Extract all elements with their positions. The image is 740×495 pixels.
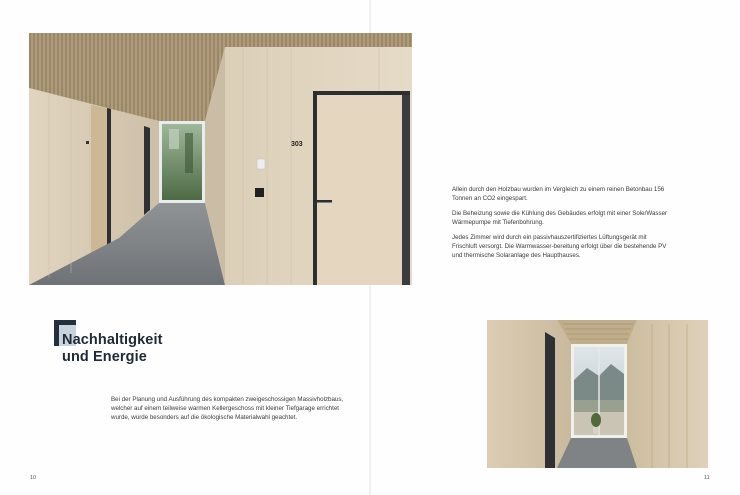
section-title-line2: und Energie bbox=[62, 348, 147, 365]
section-title bbox=[62, 332, 163, 365]
page-number-left: 10 bbox=[30, 475, 37, 481]
section-title-line1: Nachhaltigkeit bbox=[62, 332, 163, 348]
paragraph-co2: Allein durch den Holzbau wurden im Vergleich zu einem reinen Betonbau 156 Tonnen an CO2 eingespart. bbox=[452, 186, 665, 202]
corridor-photo bbox=[29, 33, 412, 285]
section-body-text: Bei der Planung und Ausführung des kompakten zweigeschossigen Massivholzbaus, welcher auf einem teilweise warmen Kellergeschoss mit kleiner Tiefgarage errichtet wurde, wurde besonders auf die ökologische Materialwahl geachtet. bbox=[111, 396, 344, 421]
right-column-text bbox=[452, 186, 672, 268]
room-number-303: 303 bbox=[291, 141, 303, 148]
room-window-photo bbox=[487, 320, 708, 468]
paragraph-ventilation: Jedes Zimmer wird durch ein passivhauszertifiziertes Lüftungsgerät mit Frischluft versorgt. Die Warmwasser-bereitung erfolgt über die bestehende PV und thermische Solaranlage des Haupthauses. bbox=[452, 234, 667, 260]
page-number-right: 11 bbox=[704, 475, 710, 481]
paragraph-heating: Die Beheizung sowie die Kühlung des Gebäudes erfolgt mit einer Sole/Wasser Wärmepumpe mit Tiefenbohrung. bbox=[452, 210, 668, 227]
section-heading-block bbox=[54, 320, 254, 368]
